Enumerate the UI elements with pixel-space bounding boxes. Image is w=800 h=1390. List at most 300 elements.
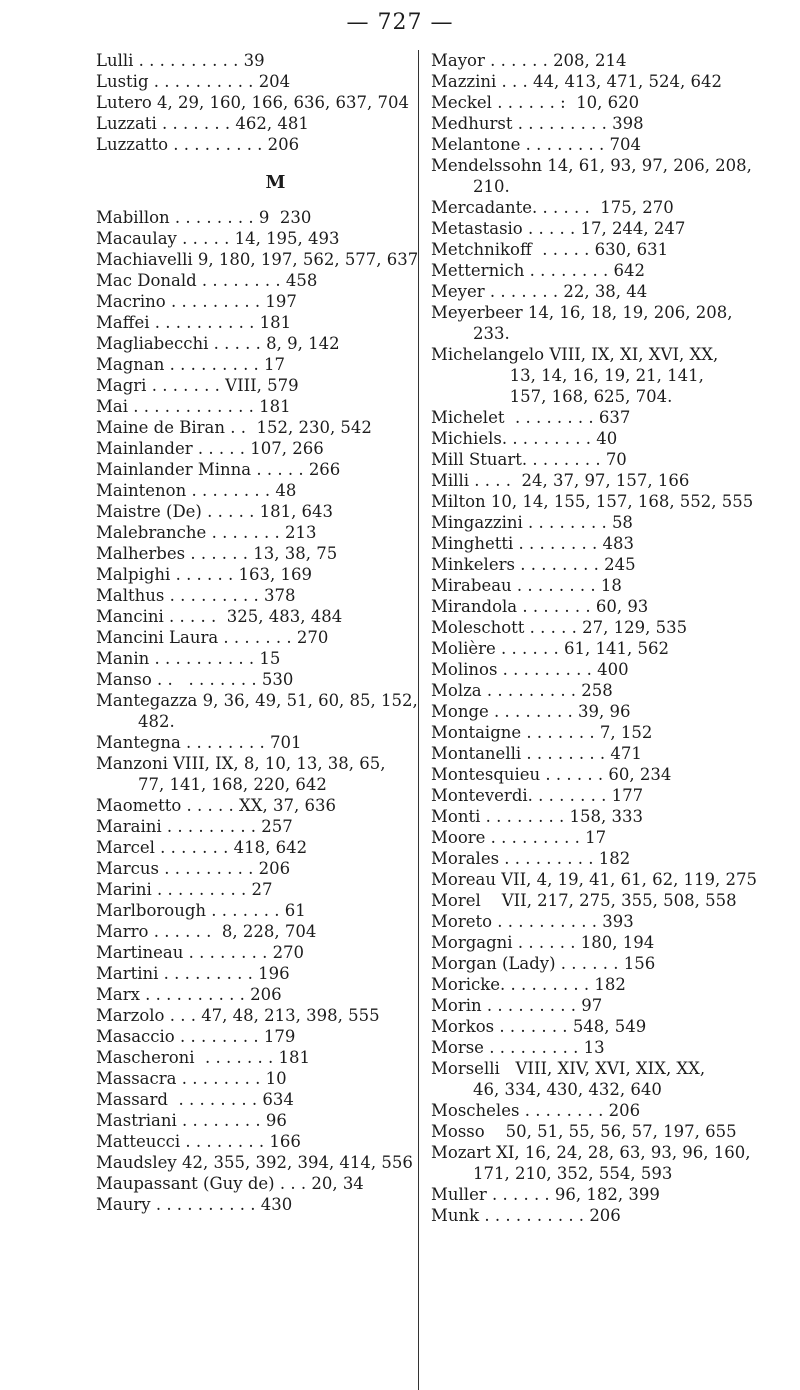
entry-pages: 206 bbox=[258, 859, 291, 878]
entry-name: 171, 210, 352, 554, 593 bbox=[431, 1164, 673, 1183]
index-entry bbox=[96, 942, 456, 963]
entry-name: 46, 334, 430, 432, 640 bbox=[431, 1080, 662, 1099]
index-entry bbox=[96, 774, 456, 795]
index-entry bbox=[96, 312, 456, 333]
entry-leader-dots: . . . . . bbox=[522, 219, 581, 238]
entry-pages: 196 bbox=[258, 964, 290, 983]
entry-leader-dots: . . . . . . . . bbox=[522, 513, 612, 532]
entry-leader-dots: . . . . . bbox=[181, 796, 239, 815]
entry-pages: 530 bbox=[261, 670, 294, 689]
index-entry bbox=[96, 1131, 456, 1152]
entry-leader-dots: . . . . . . . . . bbox=[481, 681, 582, 700]
entry-pages: VIII, 579 bbox=[225, 376, 299, 395]
index-entry bbox=[431, 701, 791, 722]
entry-name: Marlborough bbox=[96, 901, 207, 920]
entry-leader-dots: . . . . . . . . . bbox=[168, 135, 268, 154]
entry-leader-dots: . . . . . . . . bbox=[513, 534, 603, 553]
entry-name: Maudsley 42, 355, 392, 394, 414, 556 bbox=[96, 1153, 413, 1172]
index-entry bbox=[431, 134, 791, 155]
entry-name: Mantegna bbox=[96, 733, 181, 752]
index-entry bbox=[96, 249, 456, 270]
entry-name: Mosso 50, 51, 55, 56, 57, 197, 655 bbox=[431, 1122, 737, 1141]
entry-pages: 17 bbox=[264, 355, 286, 374]
index-entry bbox=[431, 323, 791, 344]
entry-name: Morgagni bbox=[431, 933, 513, 952]
index-entry bbox=[96, 858, 456, 879]
entry-pages: 177 bbox=[611, 786, 644, 805]
entry-name: 482. bbox=[96, 712, 175, 731]
entry-pages: 180, 194 bbox=[580, 933, 655, 952]
entry-leader-dots: . . . . . . . bbox=[494, 1017, 573, 1036]
index-entry bbox=[96, 459, 456, 480]
index-entry bbox=[431, 113, 791, 134]
entry-leader-dots: . . . . . . . . bbox=[519, 1101, 609, 1120]
entry-pages: 637 bbox=[598, 408, 631, 427]
entry-pages: 418, 642 bbox=[233, 838, 308, 857]
entry-name: Morel VII, 217, 275, 355, 508, 558 bbox=[431, 891, 737, 910]
entry-leader-dots: . . . . . . . . bbox=[524, 261, 614, 280]
entry-leader-dots: . . . . . . . . bbox=[514, 555, 605, 574]
entry-leader-dots: . . . . . . . bbox=[146, 376, 226, 395]
entry-name: 13, 14, 16, 19, 21, 141, bbox=[431, 366, 704, 385]
entry-leader-dots: . . . . . . . . bbox=[180, 733, 270, 752]
entry-pages: 58 bbox=[611, 513, 633, 532]
entry-pages: 206 bbox=[267, 135, 300, 154]
index-entry bbox=[96, 963, 456, 984]
entry-name: Marini bbox=[96, 880, 152, 899]
entry-pages: 96, 182, 399 bbox=[554, 1185, 660, 1204]
index-entry bbox=[431, 827, 791, 848]
entry-pages: 458 bbox=[285, 271, 318, 290]
index-entry bbox=[96, 522, 456, 543]
index-entry bbox=[431, 92, 791, 113]
entry-name: Lutero 4, 29, 160, 166, 636, 637, 704 bbox=[96, 93, 409, 112]
index-entry bbox=[431, 617, 791, 638]
index-entry bbox=[96, 354, 456, 375]
entry-pages: 393 bbox=[602, 912, 634, 931]
entry-name: Manso bbox=[96, 670, 152, 689]
entry-name: Magnan bbox=[96, 355, 165, 374]
index-entry bbox=[431, 512, 791, 533]
entry-pages: 206 bbox=[589, 1206, 621, 1225]
index-entry bbox=[96, 879, 456, 900]
entry-leader-dots: . . . . . . . . . bbox=[165, 292, 266, 311]
right-column bbox=[431, 50, 791, 1226]
entry-pages: XX, 37, 636 bbox=[238, 796, 336, 815]
index-entry bbox=[431, 155, 791, 176]
entry-pages: 270 bbox=[272, 943, 305, 962]
entry-name: Morselli VIII, XIV, XVI, XIX, XX, bbox=[431, 1059, 706, 1078]
index-entry bbox=[96, 900, 456, 921]
index-entry bbox=[96, 480, 456, 501]
index-entry bbox=[431, 659, 791, 680]
entry-name: 157, 168, 625, 704. bbox=[431, 387, 673, 406]
index-entry bbox=[96, 816, 456, 837]
entry-pages: 642 bbox=[613, 261, 646, 280]
entry-pages: 70 bbox=[605, 450, 627, 469]
entry-name: Luzzatto bbox=[96, 135, 169, 154]
index-entry bbox=[96, 1089, 456, 1110]
entry-pages: 22, 38, 44 bbox=[563, 282, 648, 301]
index-entry bbox=[431, 596, 791, 617]
index-entry bbox=[96, 270, 456, 291]
entry-leader-dots: . . . . . . bbox=[148, 922, 222, 941]
entry-leader-dots: . . . . bbox=[469, 471, 522, 490]
entry-name: Molza bbox=[431, 681, 482, 700]
index-entry bbox=[431, 1079, 791, 1100]
entry-leader-dots: . . . . . bbox=[163, 607, 227, 626]
entry-name: Mainlander bbox=[96, 439, 193, 458]
index-entry bbox=[431, 449, 791, 470]
entry-name: Mastriani bbox=[96, 1111, 177, 1130]
entry-name: Mercadante bbox=[431, 198, 533, 217]
entry-leader-dots: . . . . . . bbox=[170, 565, 239, 584]
entry-pages: 181 bbox=[278, 1048, 310, 1067]
index-entry bbox=[96, 627, 456, 648]
entry-leader-dots: . . . . . . . . . . bbox=[149, 649, 260, 668]
entry-pages: 182 bbox=[594, 975, 626, 994]
entry-pages: 10 bbox=[265, 1069, 287, 1088]
index-entry bbox=[431, 890, 791, 911]
entry-leader-dots: . . . . . . . . . . bbox=[479, 1206, 590, 1225]
entry-pages: 378 bbox=[264, 586, 296, 605]
index-entry bbox=[96, 921, 456, 942]
entry-pages: 40 bbox=[596, 429, 618, 448]
entry-pages: 398 bbox=[612, 114, 644, 133]
entry-name: Moreau VII, 4, 19, 41, 61, 62, 119, 275 bbox=[431, 870, 758, 889]
entry-name: Macaulay bbox=[96, 229, 177, 248]
entry-name: Mazzini bbox=[431, 72, 497, 91]
entry-leader-dots: . . . . . . bbox=[532, 198, 601, 217]
index-entry bbox=[96, 1152, 456, 1173]
entry-leader-dots: . . . . . . . . . bbox=[512, 114, 613, 133]
index-entry bbox=[431, 1142, 791, 1163]
index-entry bbox=[96, 113, 456, 134]
entry-leader-dots: . . . bbox=[496, 72, 534, 91]
entry-pages: 14, 195, 493 bbox=[234, 229, 340, 248]
entry-leader-dots: . . . . . . . . bbox=[180, 1132, 270, 1151]
index-block-m-left bbox=[96, 207, 456, 1215]
index-entry bbox=[431, 806, 791, 827]
entry-pages: 10, 620 bbox=[576, 93, 640, 112]
entry-name: Mancini bbox=[96, 607, 164, 626]
index-entry bbox=[431, 911, 791, 932]
entry-leader-dots: . . . . . bbox=[201, 502, 260, 521]
entry-name: Maupassant (Guy de) bbox=[96, 1174, 275, 1193]
entry-name: Moreto bbox=[431, 912, 493, 931]
entry-name: Morgan (Lady) bbox=[431, 954, 556, 973]
index-entry bbox=[96, 690, 456, 711]
entry-pages: 20, 34 bbox=[311, 1174, 364, 1193]
entry-leader-dots: . . . . . . . . . bbox=[501, 429, 597, 448]
entry-name: Lustig bbox=[96, 72, 149, 91]
index-entry bbox=[96, 1068, 456, 1089]
entry-leader-dots: . . . . . . . . . . bbox=[150, 1195, 261, 1214]
index-entry bbox=[431, 281, 791, 302]
entry-leader-dots: . . . . . . . . bbox=[511, 576, 601, 595]
entry-pages: 181 bbox=[259, 313, 292, 332]
entry-name: Montesquieu bbox=[431, 765, 541, 784]
entry-name: Monge bbox=[431, 702, 489, 721]
entry-name: Malpighi bbox=[96, 565, 171, 584]
entry-leader-dots: . . . bbox=[164, 1006, 202, 1025]
entry-name: Mozart XI, 16, 24, 28, 63, 93, 96, 160, bbox=[431, 1143, 751, 1162]
entry-pages: 48 bbox=[275, 481, 297, 500]
entry-name: Meyer bbox=[431, 282, 485, 301]
index-entry bbox=[431, 1100, 791, 1121]
entry-name: Mendelssohn 14, 61, 93, 97, 206, 208, bbox=[431, 156, 752, 175]
entry-pages: 61 bbox=[284, 901, 306, 920]
entry-pages: 17, 244, 247 bbox=[580, 219, 686, 238]
entry-pages: 634 bbox=[262, 1090, 294, 1109]
entry-pages: 257 bbox=[261, 817, 293, 836]
entry-pages: 701 bbox=[269, 733, 302, 752]
entry-leader-dots: . . . . . . . . bbox=[186, 481, 276, 500]
entry-name: Magliabecchi bbox=[96, 334, 209, 353]
entry-name: Maistre (De) bbox=[96, 502, 202, 521]
entry-leader-dots: . . . . . . . . . bbox=[164, 355, 265, 374]
entry-leader-dots: . . . . . . . . . bbox=[161, 817, 262, 836]
index-entry bbox=[96, 795, 456, 816]
entry-leader-dots: . . . . . . . . bbox=[527, 786, 612, 805]
entry-name: Milli bbox=[431, 471, 470, 490]
entry-name: Macrino bbox=[96, 292, 166, 311]
entry-pages: 245 bbox=[604, 555, 636, 574]
entry-name: Malthus bbox=[96, 586, 165, 605]
entry-name: Lulli bbox=[96, 51, 134, 70]
index-entry bbox=[96, 711, 456, 732]
entry-name: Meyerbeer 14, 16, 18, 19, 206, 208, bbox=[431, 303, 733, 322]
entry-leader-dots: . . . . . . . . . . . . bbox=[128, 397, 260, 416]
entry-pages: 7, 152 bbox=[599, 723, 653, 742]
entry-name: Michiels bbox=[431, 429, 502, 448]
index-entry bbox=[96, 606, 456, 627]
entry-leader-dots: . . . . . . . . . . bbox=[149, 313, 260, 332]
index-entry bbox=[431, 848, 791, 869]
entry-name: Mingazzini bbox=[431, 513, 523, 532]
entry-leader-dots: . . . . . . . . . bbox=[499, 849, 599, 868]
entry-name: Masaccio bbox=[96, 1027, 175, 1046]
index-entry bbox=[96, 1047, 456, 1068]
entry-pages: 206 bbox=[250, 985, 282, 1004]
entry-pages: 483 bbox=[602, 534, 634, 553]
entry-name: Manzoni VIII, IX, 8, 10, 13, 38, 65, bbox=[96, 754, 386, 773]
index-entry bbox=[431, 1121, 791, 1142]
index-entry bbox=[96, 753, 456, 774]
entry-name: Maury bbox=[96, 1195, 151, 1214]
entry-pages: 27, 129, 535 bbox=[582, 618, 688, 637]
entry-name: Monti bbox=[431, 807, 481, 826]
entry-pages: 97 bbox=[581, 996, 603, 1015]
index-entry bbox=[96, 291, 456, 312]
entry-name: Mancini Laura bbox=[96, 628, 219, 647]
entry-pages: 24, 37, 97, 157, 166 bbox=[521, 471, 690, 490]
entry-leader-dots: . . . . . . bbox=[540, 765, 609, 784]
entry-name: Muller bbox=[431, 1185, 487, 1204]
entry-pages: 325, 483, 484 bbox=[226, 607, 343, 626]
entry-leader-dots: . . . . . . . bbox=[154, 838, 234, 857]
index-entry bbox=[96, 134, 456, 155]
entry-leader-dots: . . . . . . . . . . bbox=[492, 912, 603, 931]
entry-name: Meckel bbox=[431, 93, 492, 112]
index-entry bbox=[431, 1037, 791, 1058]
entry-pages: 175, 270 bbox=[600, 198, 674, 217]
entry-name: Morse bbox=[431, 1038, 484, 1057]
entry-leader-dots: . . . . . . . bbox=[206, 901, 285, 920]
entry-leader-dots: . . . . . . . bbox=[517, 597, 596, 616]
entry-name: Mirabeau bbox=[431, 576, 512, 595]
entry-pages: 206 bbox=[608, 1101, 641, 1120]
entry-pages: 258 bbox=[581, 681, 613, 700]
index-entry bbox=[431, 365, 791, 386]
index-block-m-right bbox=[431, 50, 791, 1226]
entry-leader-dots: . . . . . . : bbox=[491, 93, 577, 112]
entry-leader-dots: . . . . . . . . . . bbox=[148, 72, 259, 91]
section-letter: M bbox=[265, 172, 287, 193]
entry-leader-dots: . . . bbox=[274, 1174, 312, 1193]
entry-pages: 17 bbox=[585, 828, 607, 847]
entry-name: Melantone bbox=[431, 135, 521, 154]
index-entry bbox=[96, 543, 456, 564]
entry-name: Morin bbox=[431, 996, 482, 1015]
entry-leader-dots: . . . . . . . . bbox=[480, 807, 570, 826]
entry-pages: 270 bbox=[296, 628, 329, 647]
entry-name: Maintenon bbox=[96, 481, 187, 500]
index-entry bbox=[431, 764, 791, 785]
index-entry bbox=[431, 554, 791, 575]
index-entry bbox=[96, 438, 456, 459]
entry-leader-dots: . . . . . bbox=[192, 439, 251, 458]
index-entry bbox=[431, 239, 791, 260]
entry-leader-dots: . . . . . bbox=[208, 334, 267, 353]
index-entry bbox=[431, 680, 791, 701]
entry-name: Moricke bbox=[431, 975, 500, 994]
entry-leader-dots: . . . . . . . . bbox=[174, 1027, 264, 1046]
entry-name: Magri bbox=[96, 376, 147, 395]
entry-name: Milton 10, 14, 155, 157, 168, 552, 555 bbox=[431, 492, 754, 511]
entry-name: Maffei bbox=[96, 313, 150, 332]
index-entry bbox=[96, 984, 456, 1005]
entry-name: Mainlander Minna bbox=[96, 460, 252, 479]
index-entry bbox=[96, 417, 456, 438]
index-entry bbox=[96, 585, 456, 606]
entry-leader-dots: . . . . . . . . bbox=[176, 1111, 266, 1130]
index-entry bbox=[96, 228, 456, 249]
entry-pages: 39 bbox=[243, 51, 265, 70]
entry-leader-dots: . . . . . bbox=[531, 240, 595, 259]
entry-pages: 60, 93 bbox=[595, 597, 649, 616]
entry-pages: 400 bbox=[597, 660, 629, 679]
index-entry bbox=[96, 1194, 456, 1215]
index-entry bbox=[431, 953, 791, 974]
index-entry bbox=[96, 50, 456, 71]
entry-name: Maine de Biran bbox=[96, 418, 225, 437]
index-entry bbox=[96, 564, 456, 585]
index-entry bbox=[431, 218, 791, 239]
entry-leader-dots: . . . . . . . . . bbox=[497, 660, 598, 679]
index-entry bbox=[431, 1016, 791, 1037]
entry-name: Morkos bbox=[431, 1017, 495, 1036]
entry-pages: 9 230 bbox=[258, 208, 312, 227]
entry-leader-dots: . . . . . . . bbox=[206, 523, 286, 542]
entry-name: Minghetti bbox=[431, 534, 514, 553]
index-entry bbox=[96, 1005, 456, 1026]
entry-leader-dots: . . . . . . . . bbox=[167, 1090, 263, 1109]
entry-leader-dots: . . . . . . . . . bbox=[164, 586, 265, 605]
index-entry bbox=[96, 732, 456, 753]
entry-name: Molinos bbox=[431, 660, 498, 679]
entry-leader-dots: . . . . . bbox=[176, 229, 235, 248]
entry-name: Mantegazza 9, 36, 49, 51, 60, 85, 152, bbox=[96, 691, 418, 710]
entry-leader-dots: . . . . . . . bbox=[521, 723, 600, 742]
entry-pages: 182 bbox=[598, 849, 631, 868]
entry-leader-dots: . . . . . . . . bbox=[504, 408, 599, 427]
entry-leader-dots: . . . . . . . . . bbox=[151, 880, 252, 899]
entry-pages: 39, 96 bbox=[577, 702, 631, 721]
index-entry bbox=[431, 785, 791, 806]
entry-name: Moscheles bbox=[431, 1101, 520, 1120]
entry-leader-dots: . . . . . . . . bbox=[521, 744, 611, 763]
entry-name: Luzzati bbox=[96, 114, 157, 133]
entry-leader-dots: . . bbox=[224, 418, 257, 437]
entry-leader-dots: . . . . . . . . . bbox=[151, 670, 262, 689]
entry-pages: 96 bbox=[265, 1111, 287, 1130]
entry-leader-dots: . . . . . . . . bbox=[169, 208, 259, 227]
entry-name: 210. bbox=[431, 177, 510, 196]
entry-pages: 13 bbox=[583, 1038, 605, 1057]
index-entry bbox=[96, 207, 456, 228]
index-entry bbox=[431, 470, 791, 491]
entry-name: Marro bbox=[96, 922, 149, 941]
index-entry bbox=[431, 386, 791, 407]
entry-leader-dots: . . . . . . . . bbox=[176, 1069, 266, 1088]
entry-leader-dots: . . . . . . . . . bbox=[483, 1038, 584, 1057]
index-entry bbox=[431, 1205, 791, 1226]
index-entry bbox=[431, 260, 791, 281]
entry-name: Matteucci bbox=[96, 1132, 181, 1151]
entry-name: Montaigne bbox=[431, 723, 522, 742]
entry-pages: 152, 230, 542 bbox=[256, 418, 372, 437]
index-entry bbox=[431, 932, 791, 953]
entry-leader-dots: . . . . . . bbox=[486, 1185, 555, 1204]
entry-name: Montanelli bbox=[431, 744, 522, 763]
entry-name: Marcus bbox=[96, 859, 159, 878]
entry-leader-dots: . . . . . . . . bbox=[521, 450, 606, 469]
index-entry bbox=[431, 974, 791, 995]
entry-name: 77, 141, 168, 220, 642 bbox=[96, 775, 327, 794]
entry-leader-dots: . . . . . . . . . . bbox=[139, 985, 251, 1004]
entry-leader-dots: . . . . . . . . . . bbox=[133, 51, 244, 70]
index-entry bbox=[96, 837, 456, 858]
entry-pages: 471 bbox=[610, 744, 642, 763]
index-entry bbox=[431, 1163, 791, 1184]
entry-pages: 47, 48, 213, 398, 555 bbox=[201, 1006, 380, 1025]
entry-name: Mirandola bbox=[431, 597, 518, 616]
entry-pages: 213 bbox=[285, 523, 317, 542]
index-entry bbox=[431, 722, 791, 743]
entry-pages: 548, 549 bbox=[572, 1017, 647, 1036]
entry-name: Martineau bbox=[96, 943, 184, 962]
entry-name: Mac Donald bbox=[96, 271, 197, 290]
entry-name: Marcel bbox=[96, 838, 155, 857]
entry-name: Michelet bbox=[431, 408, 505, 427]
index-entry bbox=[431, 638, 791, 659]
entry-pages: 18 bbox=[600, 576, 622, 595]
index-entry bbox=[431, 743, 791, 764]
entry-pages: 208, 214 bbox=[553, 51, 627, 70]
entry-leader-dots: . . . . . . bbox=[512, 933, 581, 952]
index-entry bbox=[96, 333, 456, 354]
